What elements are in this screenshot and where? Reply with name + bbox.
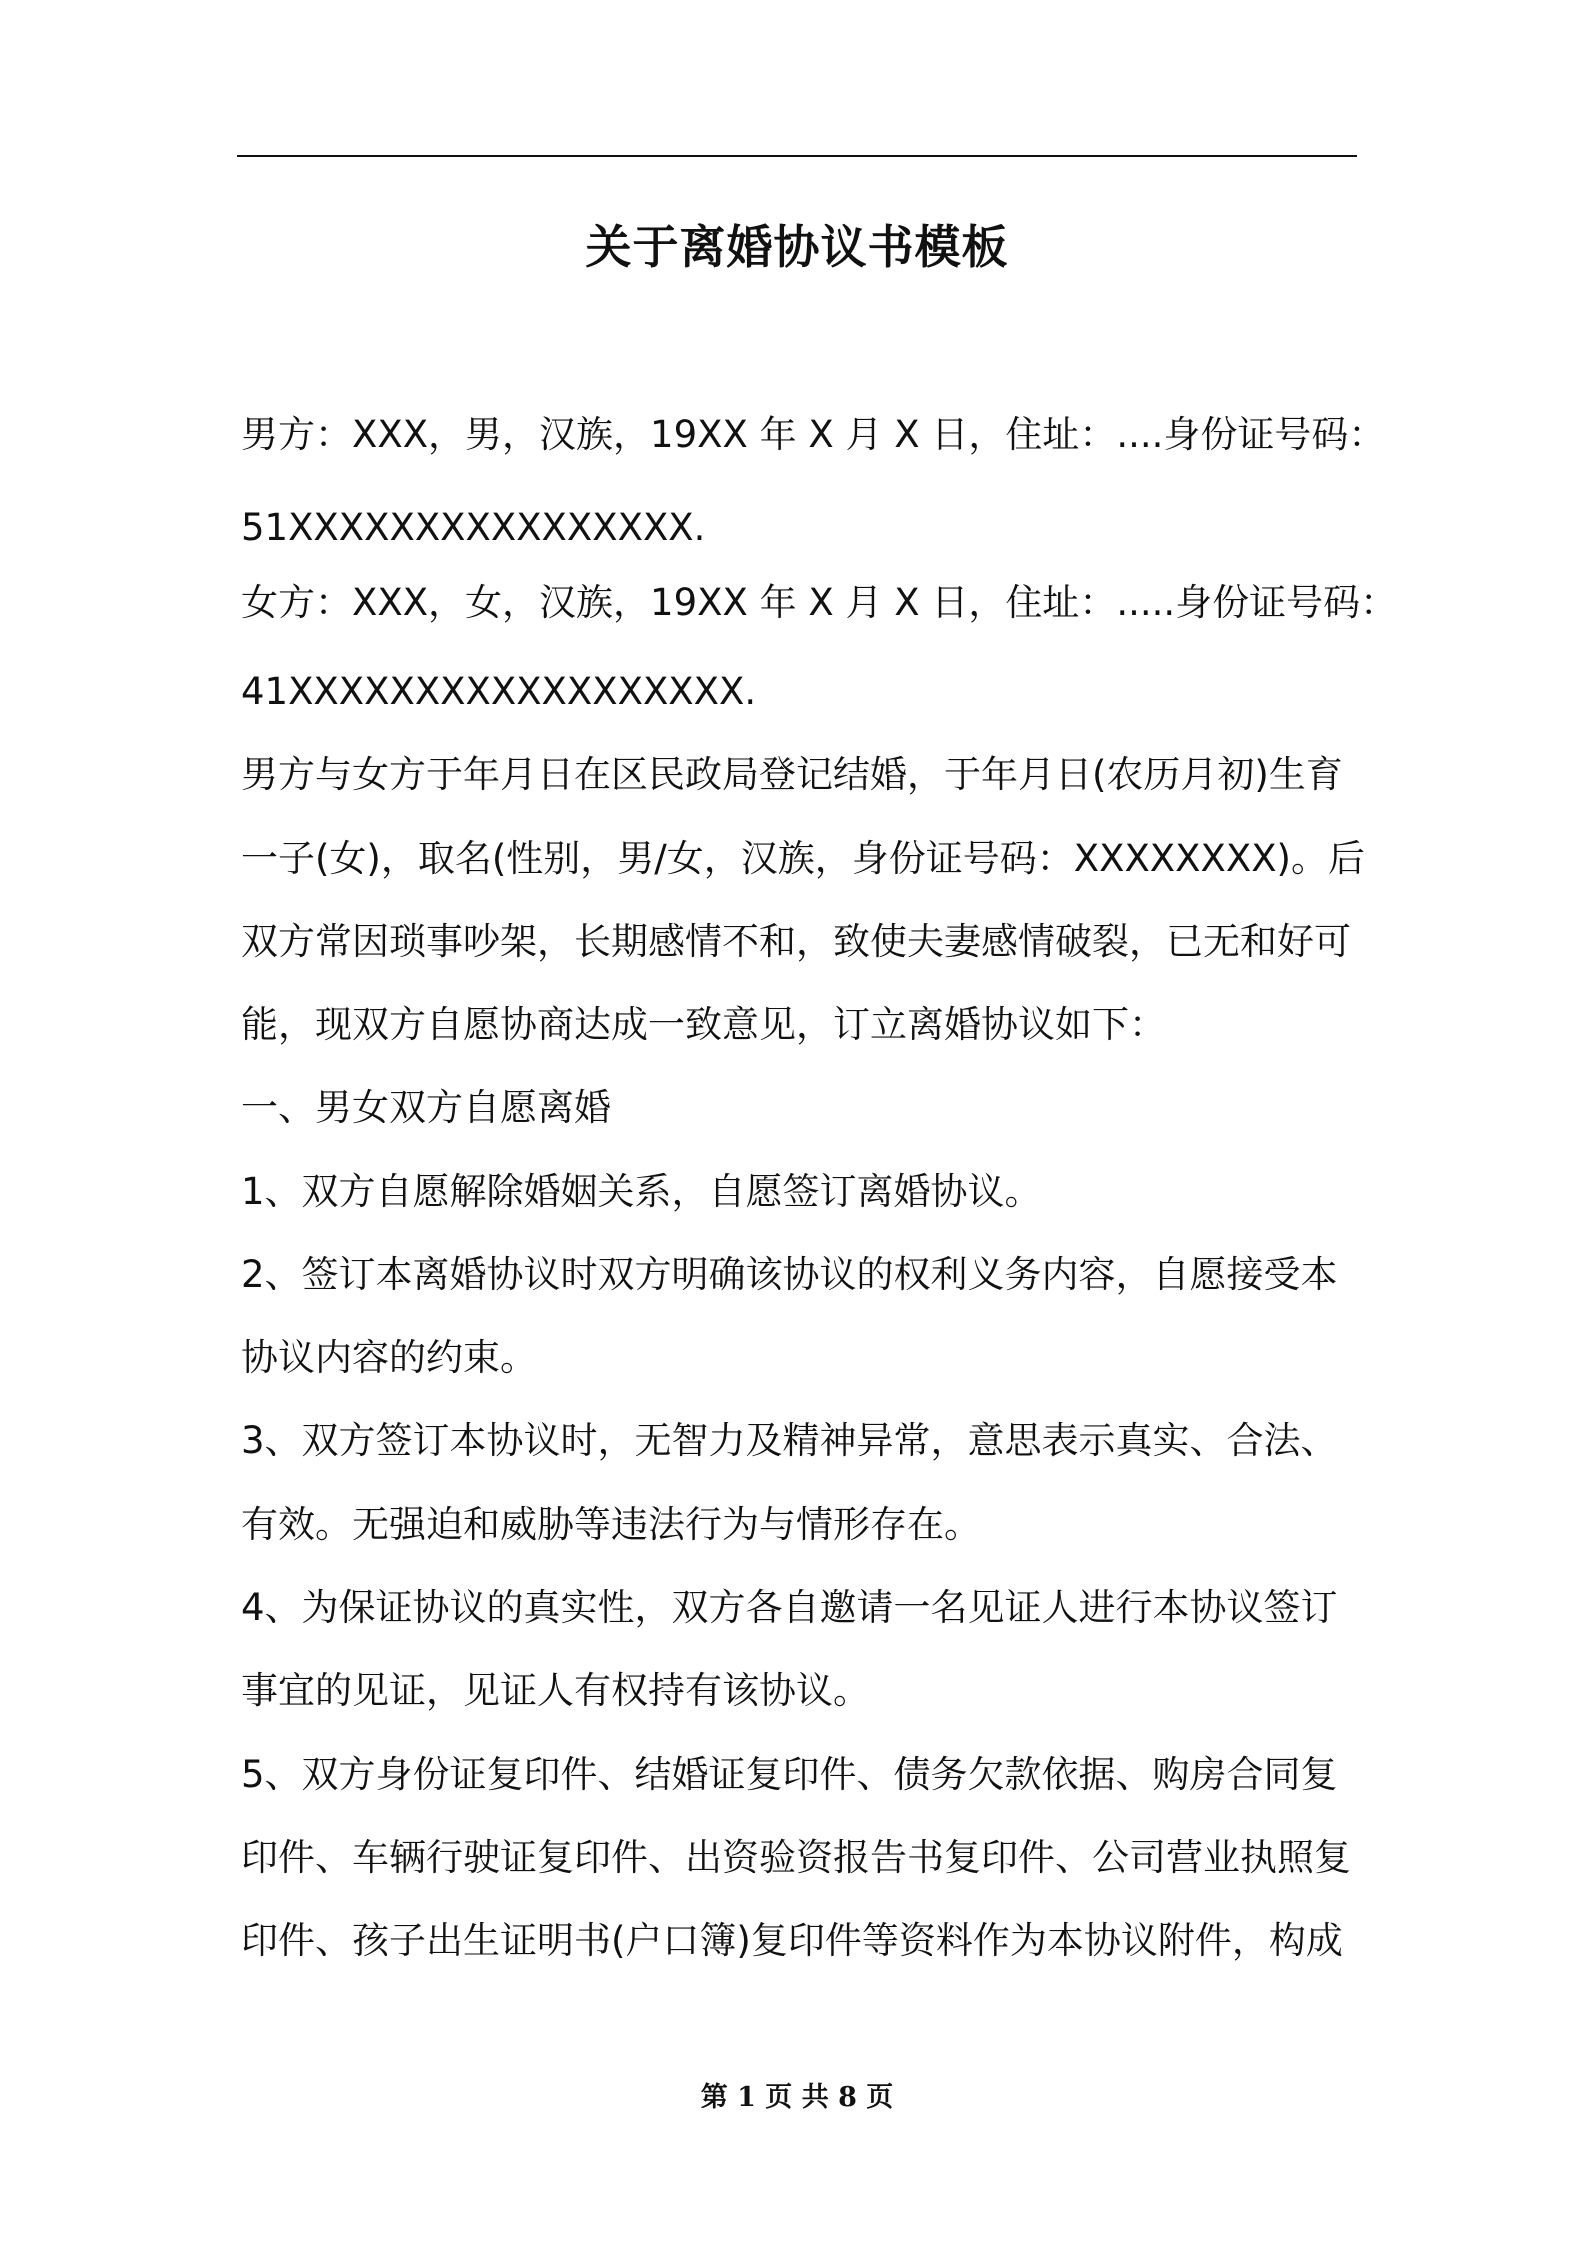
body-line: 4、为保证协议的真实性，双方各自邀请一名见证人进行本协议签订 (241, 1586, 1338, 1629)
body-line: 事宜的见证，见证人有权持有该协议。 (241, 1669, 870, 1712)
body-line: 2、签订本离婚协议时双方明确该协议的权利义务内容，自愿接受本 (241, 1253, 1338, 1296)
header-rule (237, 155, 1357, 157)
body-line: 1、双方自愿解除婚姻关系，自愿签订离婚协议。 (241, 1170, 1042, 1213)
body-line: 有效。无强迫和威胁等违法行为与情形存在。 (241, 1503, 981, 1546)
document-title: 关于离婚协议书模板 (585, 220, 1009, 274)
body-line: 51XXXXXXXXXXXXXXXX. (241, 506, 706, 549)
body-line: 印件、车辆行驶证复印件、出资验资报告书复印件、公司营业执照复 (241, 1836, 1351, 1879)
body-line: 印件、孩子出生证明书(户口簿)复印件等资料作为本协议附件，构成 (241, 1919, 1343, 1962)
body-line: 女方：XXX，女，汉族，19XX 年 X 月 X 日，住址：.....身份证号码： (241, 581, 1398, 624)
body-line: 5、双方身份证复印件、结婚证复印件、债务欠款依据、购房合同复 (241, 1753, 1338, 1796)
body-line: 协议内容的约束。 (241, 1336, 537, 1379)
body-line: 41XXXXXXXXXXXXXXXXXX. (241, 670, 757, 713)
body-line: 3、双方签订本协议时，无智力及精神异常，意思表示真实、合法、 (241, 1419, 1338, 1462)
body-line: 男方：XXX，男，汉族，19XX 年 X 月 X 日，住址：....身份证号码： (241, 413, 1386, 456)
body-line: 一子(女)，取名(性别，男/女，汉族，身份证号码：XXXXXXXX)。后 (241, 837, 1365, 880)
body-line: 能，现双方自愿协商达成一致意见，订立离婚协议如下： (241, 1003, 1166, 1046)
body-line: 双方常因琐事吵架，长期感情不和，致使夫妻感情破裂，已无和好可 (241, 920, 1351, 963)
body-line: 男方与女方于年月日在区民政局登记结婚，于年月日(农历月初)生育 (241, 753, 1343, 796)
section-heading: 一、男女双方自愿离婚 (241, 1086, 611, 1129)
page-number-footer: 第 1 页 共 8 页 (700, 2082, 894, 2113)
